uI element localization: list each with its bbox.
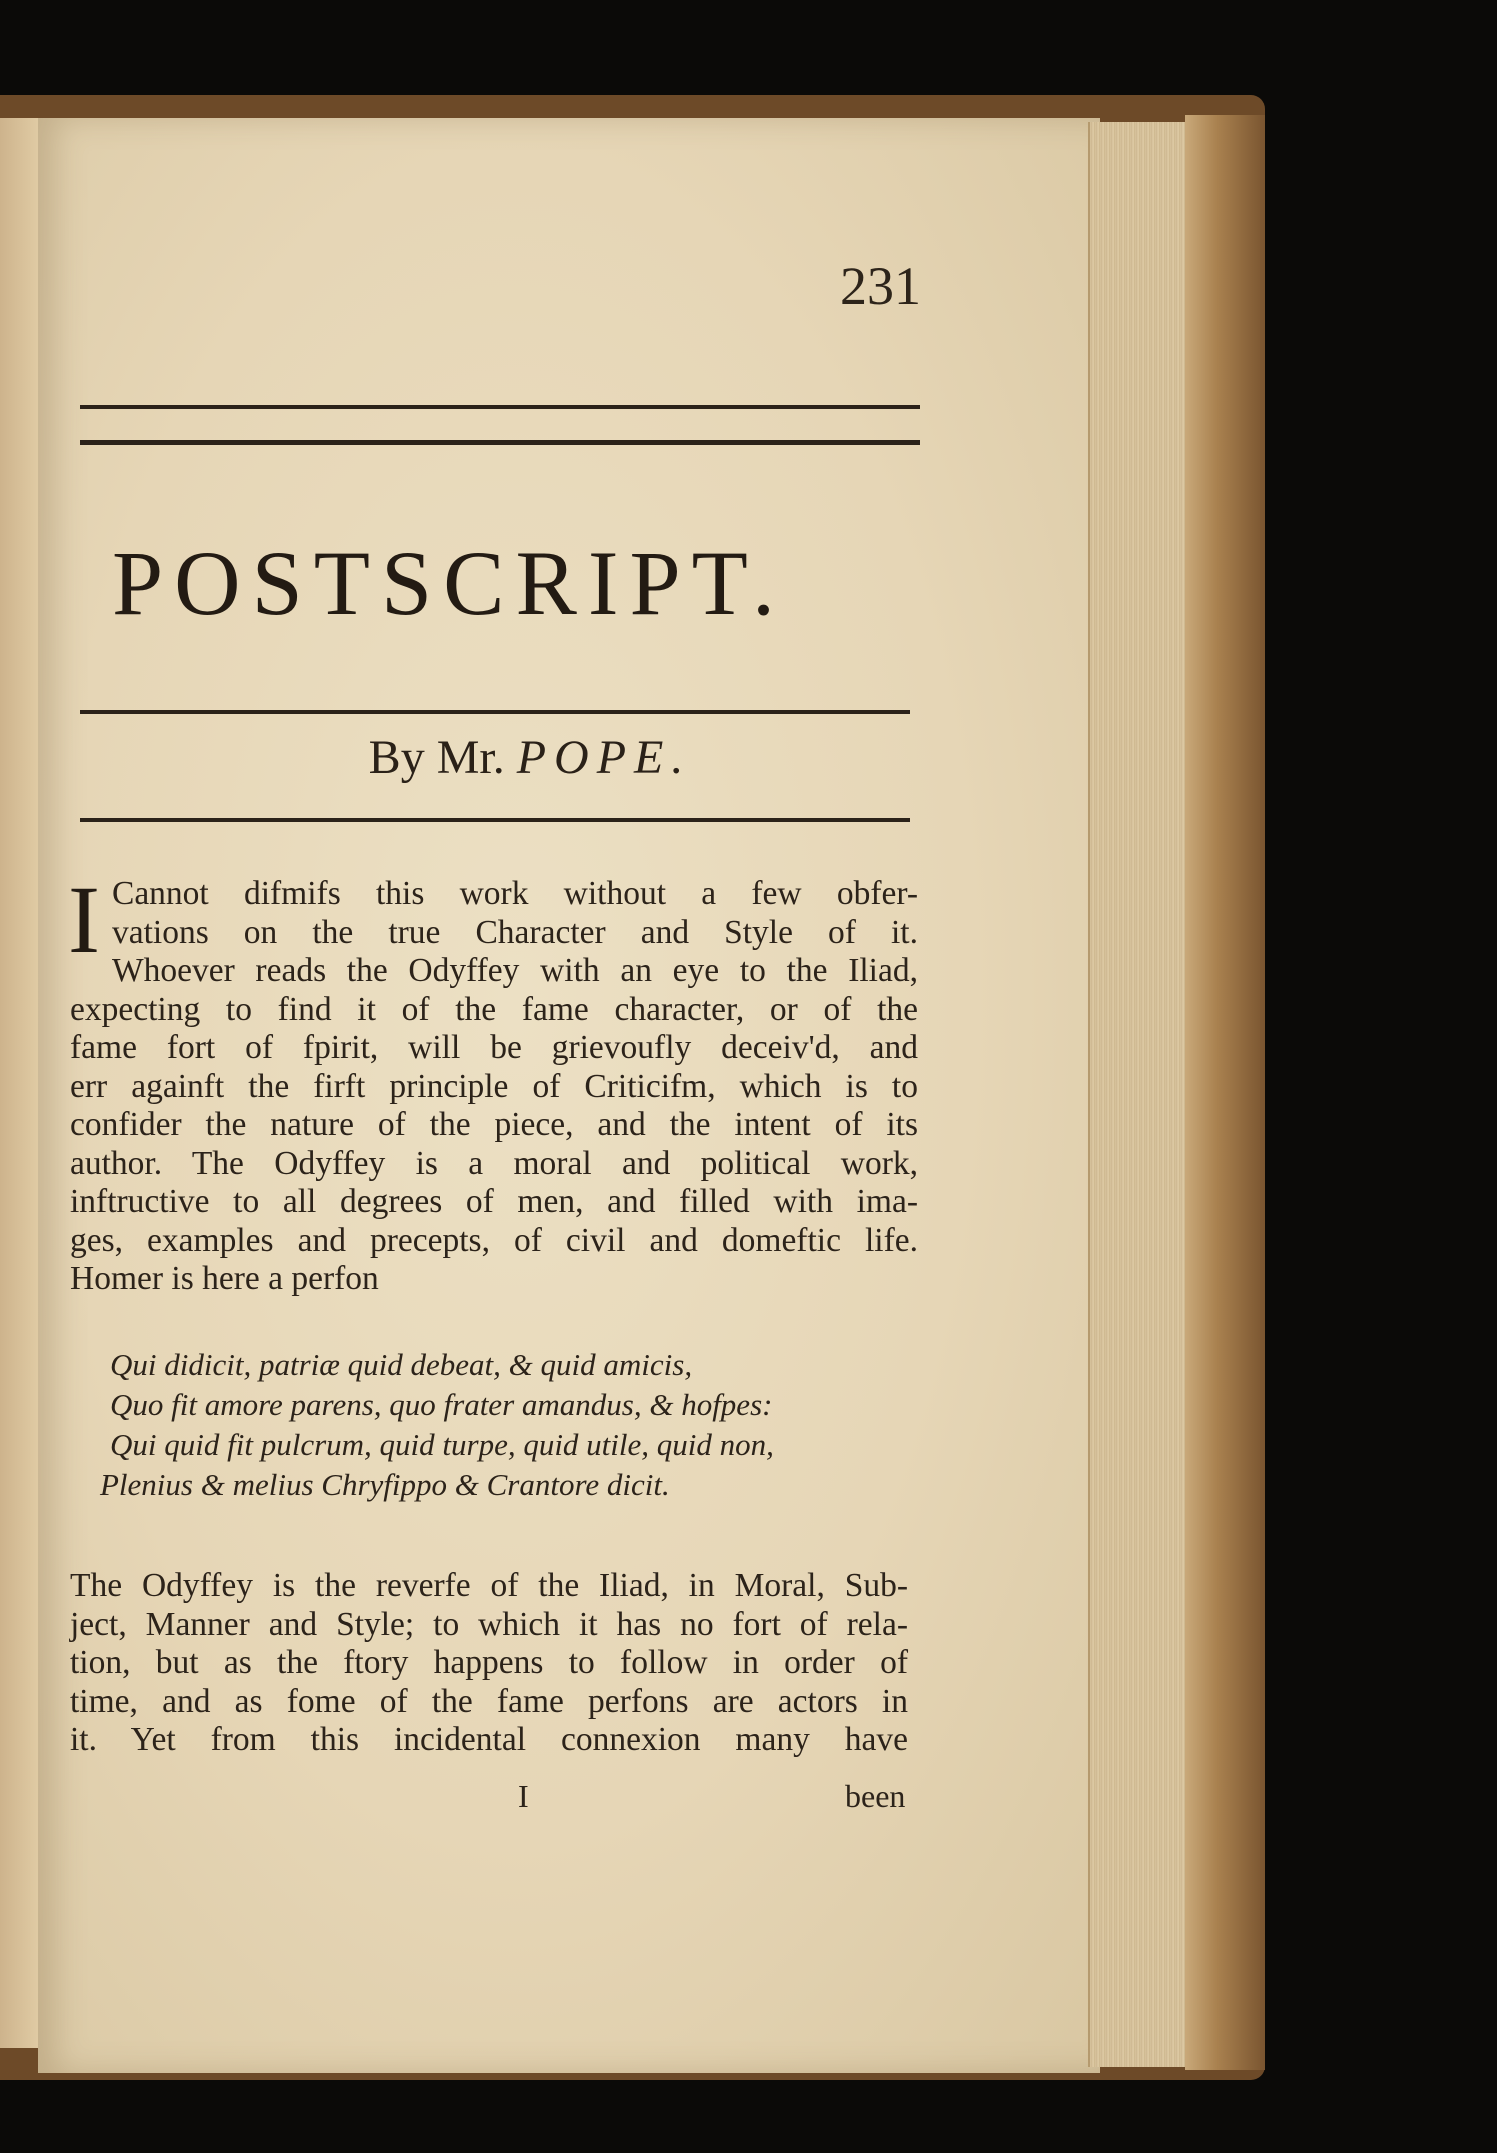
text-line: inftructive to all degrees of men, and filled with ima- bbox=[70, 1183, 918, 1220]
text-line: vations on the true Character and Style of it. bbox=[111, 913, 918, 951]
byline bbox=[0, 730, 1060, 785]
text-line: err againft the firft principle of Criticifm, which is to bbox=[70, 1067, 918, 1105]
latin-verse bbox=[100, 1345, 930, 1505]
text-line: fame fort of fpirit, will be grievoufly deceiv'd, and bbox=[70, 1029, 918, 1066]
text-line: Cannot difmifs this work without a few obfer- bbox=[111, 875, 918, 912]
text-line: tion, but as the ftory happens to follow in order of bbox=[70, 1644, 908, 1681]
byline-prefix: By Mr. bbox=[368, 731, 505, 784]
signature-mark: I bbox=[518, 1778, 529, 1814]
verse-line: Plenius & melius Chryfippo & Crantore dicit. bbox=[100, 1467, 670, 1502]
verse-line: Quo fit amore parens, quo frater amandus, & hofpes: bbox=[110, 1387, 773, 1422]
top-rule-1 bbox=[80, 405, 920, 409]
page-block-edge bbox=[1088, 122, 1190, 2067]
catchword: been bbox=[845, 1778, 906, 1814]
text-line: expecting to find it of the fame character, or of the bbox=[70, 990, 918, 1028]
text-line: it. Yet from this incidental connexion many have bbox=[70, 1721, 908, 1758]
verse-line: Qui didicit, patriæ quid debeat, & quid amicis, bbox=[110, 1347, 693, 1382]
text-line: The Odyffey is the reverfe of the Iliad, in Moral, Sub- bbox=[70, 1567, 908, 1604]
body-paragraph-2 bbox=[70, 1567, 908, 1760]
byline-author: POPE. bbox=[516, 731, 692, 784]
text-line: time, and as fome of the fame perfons are actors in bbox=[70, 1682, 908, 1720]
byline-rule bbox=[80, 818, 910, 822]
body-paragraph bbox=[68, 866, 918, 1299]
text-line: ject, Manner and Style; to which it has no fort of rela- bbox=[70, 1605, 908, 1643]
verse-line: Qui quid fit pulcrum, quid turpe, quid utile, quid non, bbox=[110, 1427, 774, 1462]
text-line: author. The Odyffey is a moral and political work, bbox=[70, 1144, 918, 1182]
page-title: POSTSCRIPT. bbox=[112, 532, 787, 634]
text-line: confider the nature of the piece, and the intent of its bbox=[70, 1106, 918, 1143]
cover-edge bbox=[1185, 115, 1265, 2070]
drop-cap: I bbox=[68, 866, 100, 973]
text-line: Whoever reads the Odyffey with an eye to the Iliad, bbox=[111, 952, 918, 989]
page-number: 231 bbox=[840, 256, 921, 316]
text-line: Homer is here a perfon bbox=[70, 1260, 379, 1297]
text-line: ges, examples and precepts, of civil and domeftic life. bbox=[70, 1221, 918, 1259]
title-rule bbox=[80, 710, 910, 714]
top-rule-2 bbox=[80, 440, 920, 445]
